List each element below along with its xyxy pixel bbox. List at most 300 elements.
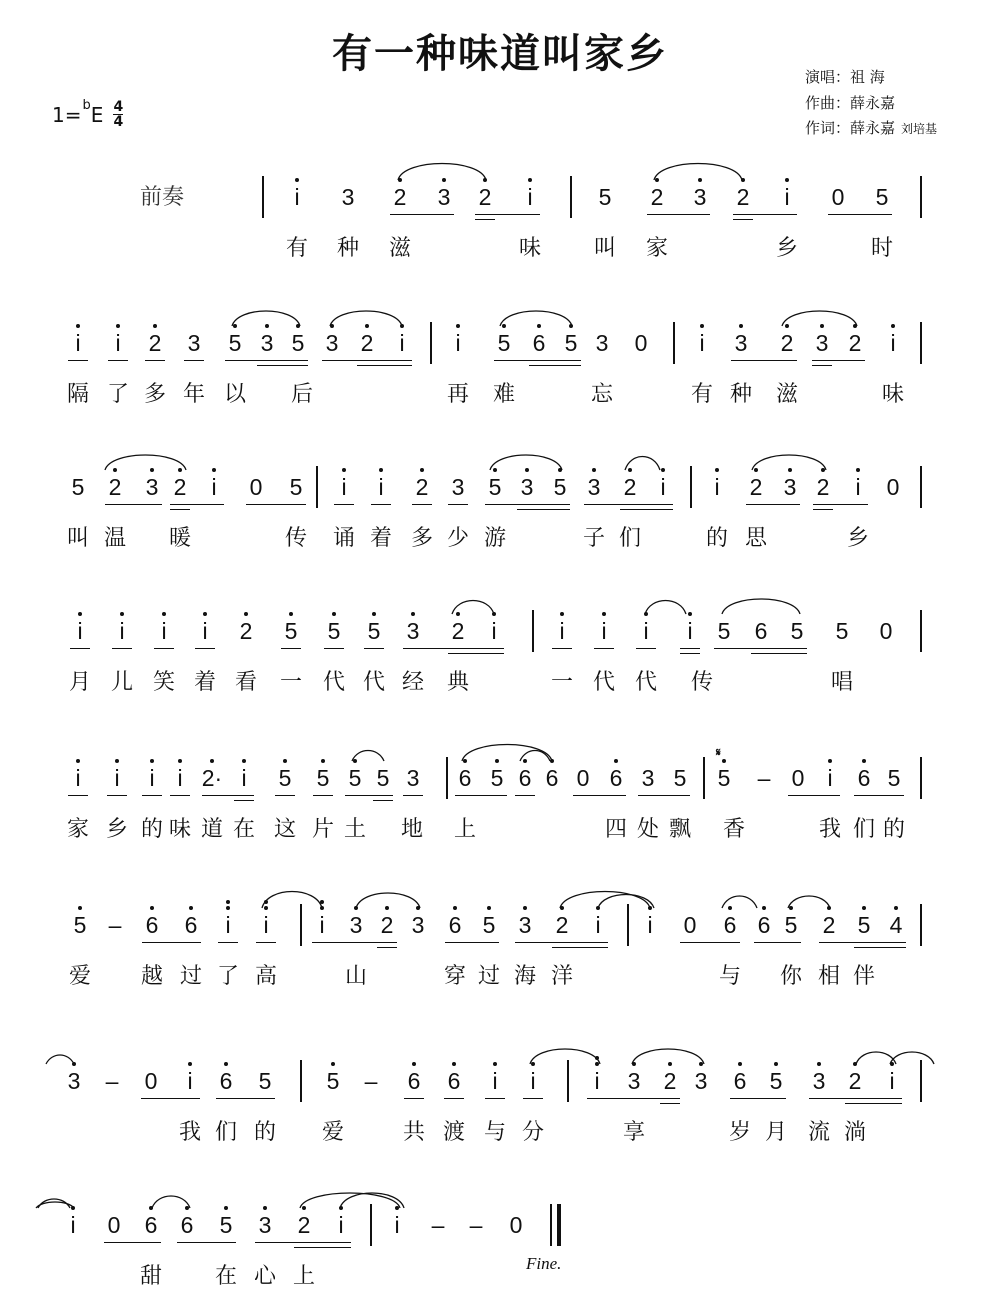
note: 5 — [73, 912, 87, 938]
slur-layer — [0, 440, 1000, 480]
duration-underline — [257, 365, 308, 366]
note: 3 — [520, 474, 534, 500]
lyric-char: 传 — [690, 670, 713, 695]
slur — [632, 1049, 704, 1064]
lyric-char: 代 — [322, 670, 345, 695]
note: i — [455, 330, 461, 356]
slur-layer — [0, 584, 1000, 624]
duration-underline — [733, 214, 797, 215]
note: i — [70, 1212, 76, 1238]
note: 6 — [532, 330, 546, 356]
lyric-char: 叫 — [66, 526, 89, 551]
slur — [398, 164, 486, 181]
slur — [625, 457, 660, 471]
lyric-char: 子 — [582, 526, 605, 551]
lyric-char: 乡 — [775, 236, 798, 261]
note: 6 — [857, 765, 871, 791]
lyric-char: 家 — [66, 817, 89, 842]
duration-underline — [812, 365, 832, 366]
song-title: 有一种味道叫家乡 — [332, 30, 668, 77]
slur-layer — [0, 1034, 1000, 1074]
note: i — [647, 912, 653, 938]
lyric-char: 多 — [143, 382, 166, 407]
lyric-char: 与 — [718, 964, 741, 989]
duration-underline — [494, 360, 581, 361]
note: 3 — [67, 1068, 81, 1094]
duration-underline — [515, 795, 535, 796]
duration-underline — [412, 504, 432, 505]
note: 5 — [497, 330, 511, 356]
note: 3 — [734, 330, 748, 356]
lyric-char: 传 — [284, 526, 307, 551]
note: 0 — [576, 765, 590, 791]
duration-underline — [552, 648, 572, 649]
note: 5 — [887, 765, 901, 791]
duration-underline — [403, 648, 504, 649]
note: 2 — [555, 912, 569, 938]
note: 2 — [650, 184, 664, 210]
note: 6 — [145, 912, 159, 938]
key-note: E — [90, 102, 104, 127]
note: 0 — [791, 765, 805, 791]
note: 3 — [145, 474, 159, 500]
lyric-char: 隔 — [66, 382, 89, 407]
note: i — [889, 1068, 895, 1094]
lyric-char: 越 — [140, 964, 163, 989]
note: 3 — [627, 1068, 641, 1094]
duration-underline — [322, 360, 412, 361]
duration-underline — [142, 942, 201, 943]
duration-underline — [225, 360, 308, 361]
duration-underline — [246, 504, 306, 505]
duration-underline — [371, 504, 391, 505]
lyric-char: 与 — [483, 1120, 506, 1145]
note: 3 — [451, 474, 465, 500]
note: 3 — [812, 1068, 826, 1094]
note: 6 — [609, 765, 623, 791]
note: 6 — [757, 912, 771, 938]
duration-underline — [813, 509, 833, 510]
lyric-char: 过 — [477, 964, 500, 989]
note: 3 — [815, 330, 829, 356]
lyric-char: 岁 — [728, 1120, 751, 1145]
note: 2 — [297, 1212, 311, 1238]
duration-underline — [730, 1098, 786, 1099]
lyric-char: 乡 — [105, 817, 128, 842]
slur — [782, 311, 857, 326]
note: 3 — [187, 330, 201, 356]
duration-underline — [809, 1098, 902, 1099]
note: 5 — [289, 474, 303, 500]
note: 2 — [749, 474, 763, 500]
note: i — [161, 618, 167, 644]
duration-underline — [455, 795, 507, 796]
lyric-char: 家 — [645, 236, 668, 261]
duration-underline — [714, 648, 807, 649]
note: i — [527, 184, 533, 210]
lyric-char: 处 — [636, 817, 659, 842]
note: 5 — [598, 184, 612, 210]
lyric-char: 月 — [68, 670, 91, 695]
lyric-char: 甜 — [139, 1264, 162, 1289]
slur — [520, 751, 550, 762]
duration-underline — [854, 947, 906, 948]
duration-underline — [177, 1242, 236, 1243]
lyric-char: 心 — [253, 1264, 276, 1289]
note: 3 — [325, 330, 339, 356]
note: 6 — [518, 765, 532, 791]
duration-underline — [68, 360, 88, 361]
note: i — [492, 1068, 498, 1094]
duration-underline — [594, 648, 614, 649]
slur — [500, 311, 572, 326]
segno-sign: 𝄋 — [716, 746, 721, 759]
lyric-char: 着 — [369, 526, 392, 551]
duration-underline — [444, 1098, 464, 1099]
lyric-char: 们 — [852, 817, 875, 842]
note: 6 — [754, 618, 768, 644]
note: 5 — [258, 1068, 272, 1094]
lyric-char: 代 — [362, 670, 385, 695]
note: 0 — [886, 474, 900, 500]
note: 3 — [641, 765, 655, 791]
duration-underline — [105, 504, 162, 505]
lyric-char: 一 — [279, 670, 302, 695]
note: 6 — [407, 1068, 421, 1094]
duration-underline — [104, 1242, 161, 1243]
note: 2 — [822, 912, 836, 938]
note: 0 — [634, 330, 648, 356]
duration-underline — [70, 648, 90, 649]
note: i — [784, 184, 790, 210]
lyric-char: 飘 — [668, 817, 691, 842]
note: 2 — [108, 474, 122, 500]
duration-underline — [218, 942, 238, 943]
key-signature — [52, 100, 123, 129]
note: 2· — [201, 765, 223, 791]
note: 2 — [451, 618, 465, 644]
lyric-char: 暖 — [168, 526, 191, 551]
note: 0 — [879, 618, 893, 644]
lyric-char: 渡 — [442, 1120, 465, 1145]
lyric-char: 儿 — [110, 670, 133, 695]
duration-underline — [170, 509, 190, 510]
note: 5 — [482, 912, 496, 938]
duration-underline — [448, 504, 468, 505]
slur — [722, 896, 757, 908]
lyric-char: 温 — [103, 526, 126, 551]
duration-underline — [275, 795, 295, 796]
lyric-char: 了 — [106, 382, 129, 407]
lyric-char: 味 — [168, 817, 191, 842]
duration-underline — [68, 795, 88, 796]
duration-underline — [845, 1103, 902, 1104]
note: 2 — [148, 330, 162, 356]
note: 5 — [367, 618, 381, 644]
lyric-char: 们 — [618, 526, 641, 551]
duration-underline — [255, 1242, 351, 1243]
duration-underline — [334, 504, 354, 505]
duration-underline — [403, 795, 423, 796]
note: 6 — [733, 1068, 747, 1094]
note: 5 — [857, 912, 871, 938]
duration-underline — [529, 365, 581, 366]
duration-underline — [584, 504, 673, 505]
lyric-char: 上 — [292, 1264, 315, 1289]
note: 3 — [518, 912, 532, 938]
note: 6 — [184, 912, 198, 938]
slur — [300, 1193, 400, 1208]
note: 4 — [889, 912, 903, 938]
note: i — [601, 618, 607, 644]
credit-lyricist — [805, 117, 937, 138]
duration-underline — [373, 800, 393, 801]
duration-underline — [154, 648, 174, 649]
note: 6 — [180, 1212, 194, 1238]
lyric-char: 道 — [200, 817, 223, 842]
note: 5 — [228, 330, 242, 356]
note: 3 — [258, 1212, 272, 1238]
note: 5 — [835, 618, 849, 644]
slur-layer — [0, 731, 1000, 771]
note: i — [378, 474, 384, 500]
slur — [262, 892, 322, 909]
note: i — [687, 618, 693, 644]
lyric-char: 味 — [881, 382, 904, 407]
note: 5 — [717, 765, 731, 791]
note: 5 — [376, 765, 390, 791]
lyric-char: 你 — [779, 964, 802, 989]
note: 6 — [144, 1212, 158, 1238]
note: 6 — [448, 912, 462, 938]
lyric-char: 香 — [722, 817, 745, 842]
duration-underline — [108, 360, 128, 361]
credit-singer: 演唱：祖 海 — [805, 68, 885, 86]
lyric-char: 游 — [483, 526, 506, 551]
duration-underline — [587, 1098, 680, 1099]
duration-underline — [754, 942, 801, 943]
duration-underline — [184, 360, 204, 361]
duration-underline — [620, 509, 673, 510]
fine-label: Fine. — [526, 1254, 562, 1273]
lyric-char: 们 — [214, 1120, 237, 1145]
duration-underline — [445, 942, 499, 943]
duration-underline — [202, 795, 254, 796]
note: i — [149, 765, 155, 791]
duration-underline — [523, 1098, 543, 1099]
duration-underline — [107, 795, 127, 796]
duration-underline — [357, 365, 412, 366]
duration-underline — [854, 795, 904, 796]
lyric-char: 的 — [882, 817, 905, 842]
note: 2 — [239, 618, 253, 644]
note: – — [431, 1212, 445, 1238]
note: 2 — [360, 330, 374, 356]
note: i — [341, 474, 347, 500]
slur — [752, 455, 826, 470]
note: 0 — [683, 912, 697, 938]
note: i — [559, 618, 565, 644]
duration-underline — [515, 942, 608, 943]
note: i — [187, 1068, 193, 1094]
lyric-char: 乡 — [846, 526, 869, 551]
note: i — [890, 330, 896, 356]
note: i — [491, 618, 497, 644]
note: 5 — [875, 184, 889, 210]
duration-underline — [324, 648, 344, 649]
slur — [788, 896, 830, 908]
note: i — [263, 912, 269, 938]
note: i — [211, 474, 217, 500]
duration-underline — [680, 648, 700, 649]
note: 3 — [693, 184, 707, 210]
lyric-char: 代 — [592, 670, 615, 695]
lyric-char: 叫 — [593, 236, 616, 261]
note: 0 — [144, 1068, 158, 1094]
note: 3 — [694, 1068, 708, 1094]
intro-label: 前奏 — [140, 185, 185, 210]
lyric-char: 相 — [817, 964, 840, 989]
slur — [530, 1049, 600, 1064]
note: i — [114, 765, 120, 791]
duration-underline — [377, 947, 397, 948]
lyric-char: 种 — [729, 382, 752, 407]
note: 0 — [831, 184, 845, 210]
note: i — [394, 1212, 400, 1238]
lyric-char: 过 — [179, 964, 202, 989]
slur — [452, 601, 494, 615]
note: i — [202, 618, 208, 644]
note: 5 — [564, 330, 578, 356]
duration-underline — [234, 800, 254, 801]
note: 6 — [545, 765, 559, 791]
note: 3 — [411, 912, 425, 938]
slur — [330, 311, 402, 326]
duration-underline — [294, 1247, 351, 1248]
note: 2 — [623, 474, 637, 500]
duration-underline — [145, 360, 165, 361]
note: 2 — [478, 184, 492, 210]
note: – — [105, 1068, 119, 1094]
note: 5 — [553, 474, 567, 500]
note: – — [757, 765, 771, 791]
lyric-char: 少 — [446, 526, 469, 551]
note: i — [827, 765, 833, 791]
duration-underline — [638, 795, 690, 796]
lyric-char: 上 — [453, 817, 476, 842]
lyric-char: 难 — [492, 382, 515, 407]
note: 6 — [458, 765, 472, 791]
slur — [352, 751, 384, 762]
note: 2 — [663, 1068, 677, 1094]
lyric-char: 经 — [401, 670, 424, 695]
slur-layer — [0, 878, 1000, 918]
note: i — [338, 1212, 344, 1238]
duration-underline — [404, 1098, 424, 1099]
slur — [105, 455, 186, 470]
note: – — [469, 1212, 483, 1238]
lyric-char: 诵 — [332, 526, 355, 551]
lyric-char: 土 — [343, 817, 366, 842]
note: 5 — [71, 474, 85, 500]
time-bottom: 4 — [113, 114, 124, 130]
note: 2 — [848, 1068, 862, 1094]
lyric-char: 四 — [604, 817, 627, 842]
slur — [654, 164, 742, 181]
note: i — [699, 330, 705, 356]
lyric-char: 典 — [446, 670, 469, 695]
lyric-char: 后 — [290, 382, 313, 407]
lyric-char: 我 — [178, 1120, 201, 1145]
duration-underline — [788, 795, 840, 796]
note: 3 — [437, 184, 451, 210]
note: i — [530, 1068, 536, 1094]
lyric-char: 高 — [254, 964, 277, 989]
slur — [462, 745, 552, 762]
duration-underline — [485, 504, 570, 505]
note: i — [855, 474, 861, 500]
duration-underline — [216, 1098, 275, 1099]
note: i — [177, 765, 183, 791]
lyric-char: 分 — [521, 1120, 544, 1145]
lyric-char: 滋 — [775, 382, 798, 407]
lyric-char: 笑 — [152, 670, 175, 695]
note: – — [108, 912, 122, 938]
duration-underline — [819, 942, 906, 943]
lyric-char: 年 — [182, 382, 205, 407]
lyric-char: 海 — [513, 964, 536, 989]
duration-underline — [313, 795, 333, 796]
note: 5 — [673, 765, 687, 791]
note: i — [399, 330, 405, 356]
duration-underline — [812, 360, 865, 361]
note: 3 — [595, 330, 609, 356]
lyric-char: 山 — [344, 964, 367, 989]
note: 3 — [341, 184, 355, 210]
duration-underline — [345, 795, 393, 796]
note: 5 — [490, 765, 504, 791]
note: 6 — [219, 1068, 233, 1094]
duration-underline — [448, 653, 504, 654]
note: i — [294, 184, 300, 210]
lyric-char: 地 — [400, 817, 423, 842]
note: 6 — [723, 912, 737, 938]
lyric-char: 月 — [764, 1120, 787, 1145]
duration-underline — [170, 795, 190, 796]
duration-underline — [731, 360, 797, 361]
lyric-char: 我 — [818, 817, 841, 842]
duration-underline — [828, 214, 892, 215]
note: – — [364, 1068, 378, 1094]
lyric-char: 流 — [807, 1120, 830, 1145]
slur — [152, 1196, 190, 1208]
lyric-char: 滋 — [388, 236, 411, 261]
lyric-char: 了 — [216, 964, 239, 989]
note: 5 — [769, 1068, 783, 1094]
duration-underline — [746, 504, 800, 505]
lyric-char: 的 — [140, 817, 163, 842]
lyric-char: 有 — [690, 382, 713, 407]
note: i — [75, 330, 81, 356]
note: 2 — [780, 330, 794, 356]
note: 5 — [326, 1068, 340, 1094]
note: 3 — [349, 912, 363, 938]
slur — [722, 599, 800, 614]
note: i — [595, 912, 601, 938]
note: 3 — [783, 474, 797, 500]
lyric-char: 这 — [273, 817, 296, 842]
credit-lyricist-main: 作词：薛永嘉 — [805, 119, 896, 137]
